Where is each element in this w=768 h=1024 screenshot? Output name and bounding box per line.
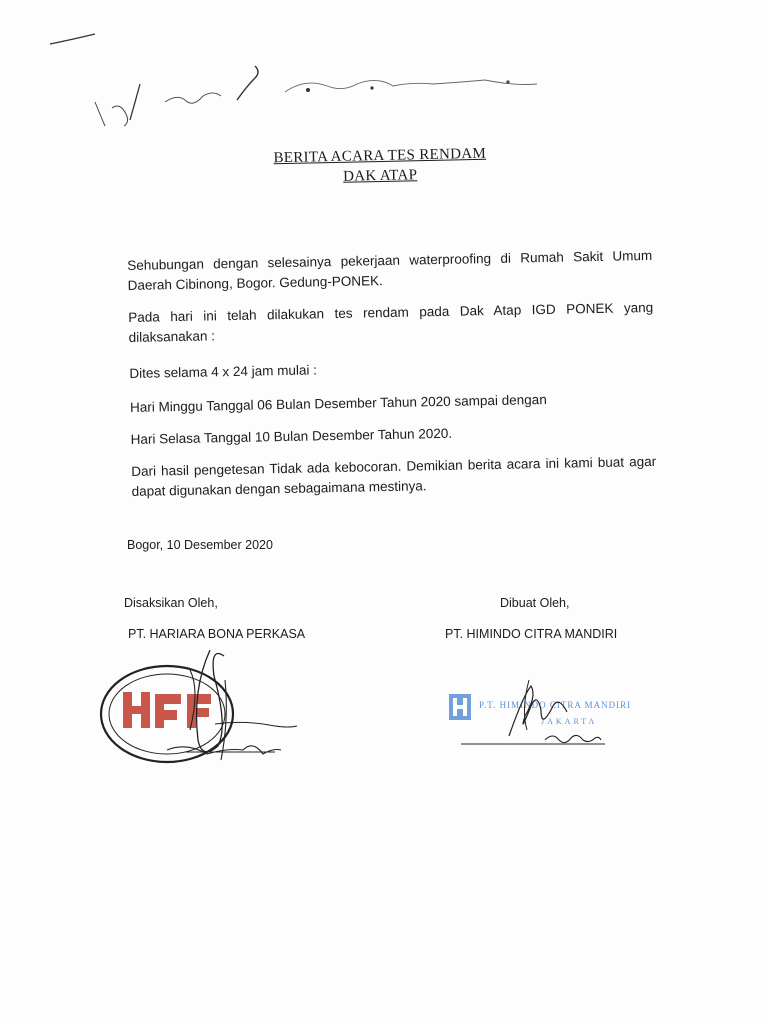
paragraph-end-date: Hari Selasa Tanggal 10 Bulan Desember Tahun 2020. xyxy=(130,425,453,447)
document-body xyxy=(127,240,657,499)
document-title xyxy=(230,143,531,189)
company-stamp-icon xyxy=(95,640,305,780)
maker-company: PT. HIMINDO CITRA MANDIRI xyxy=(445,627,618,641)
paragraph-result: Dari hasil pengetesan Tidak ada kebocoran. Demikian berita acara ini kami buat agar dapat digunakan dengan sebagaimana mestinya. xyxy=(131,453,657,499)
title-line-1: BERITA ACARA TES RENDAM xyxy=(273,145,487,167)
witness-company: PT. HARIARA BONA PERKASA xyxy=(128,627,306,641)
paragraph-test: Pada hari ini telah dilakukan tes rendam pada Dak Atap IGD PONEK yang dilaksanakan : xyxy=(128,299,654,345)
title-line-2: DAK ATAP xyxy=(342,167,418,185)
maker-label: Dibuat Oleh, xyxy=(500,596,570,610)
company-stamp-icon xyxy=(445,670,665,760)
handwritten-annotation-icon xyxy=(40,30,560,140)
handwritten-signature-icon xyxy=(509,686,567,736)
paragraph-intro: Sehubungan dengan selesainya pekerjaan waterproofing di Rumah Sakit Umum Daerah Cibinong, Bogor. Gedung-PONEK. xyxy=(127,247,653,293)
right-stamp-city: JAKARTA xyxy=(541,717,598,726)
place-date: Bogor, 10 Desember 2020 xyxy=(127,538,273,552)
right-stamp-text: P.T. HIMINDO CITRA MANDIRI xyxy=(479,700,632,710)
paragraph-start-date: Hari Minggu Tanggal 06 Bulan Desember Tahun 2020 sampai dengan xyxy=(129,391,547,415)
witness-label: Disaksikan Oleh, xyxy=(124,596,218,610)
paragraph-duration: Dites selama 4 x 24 jam mulai : xyxy=(129,362,318,381)
